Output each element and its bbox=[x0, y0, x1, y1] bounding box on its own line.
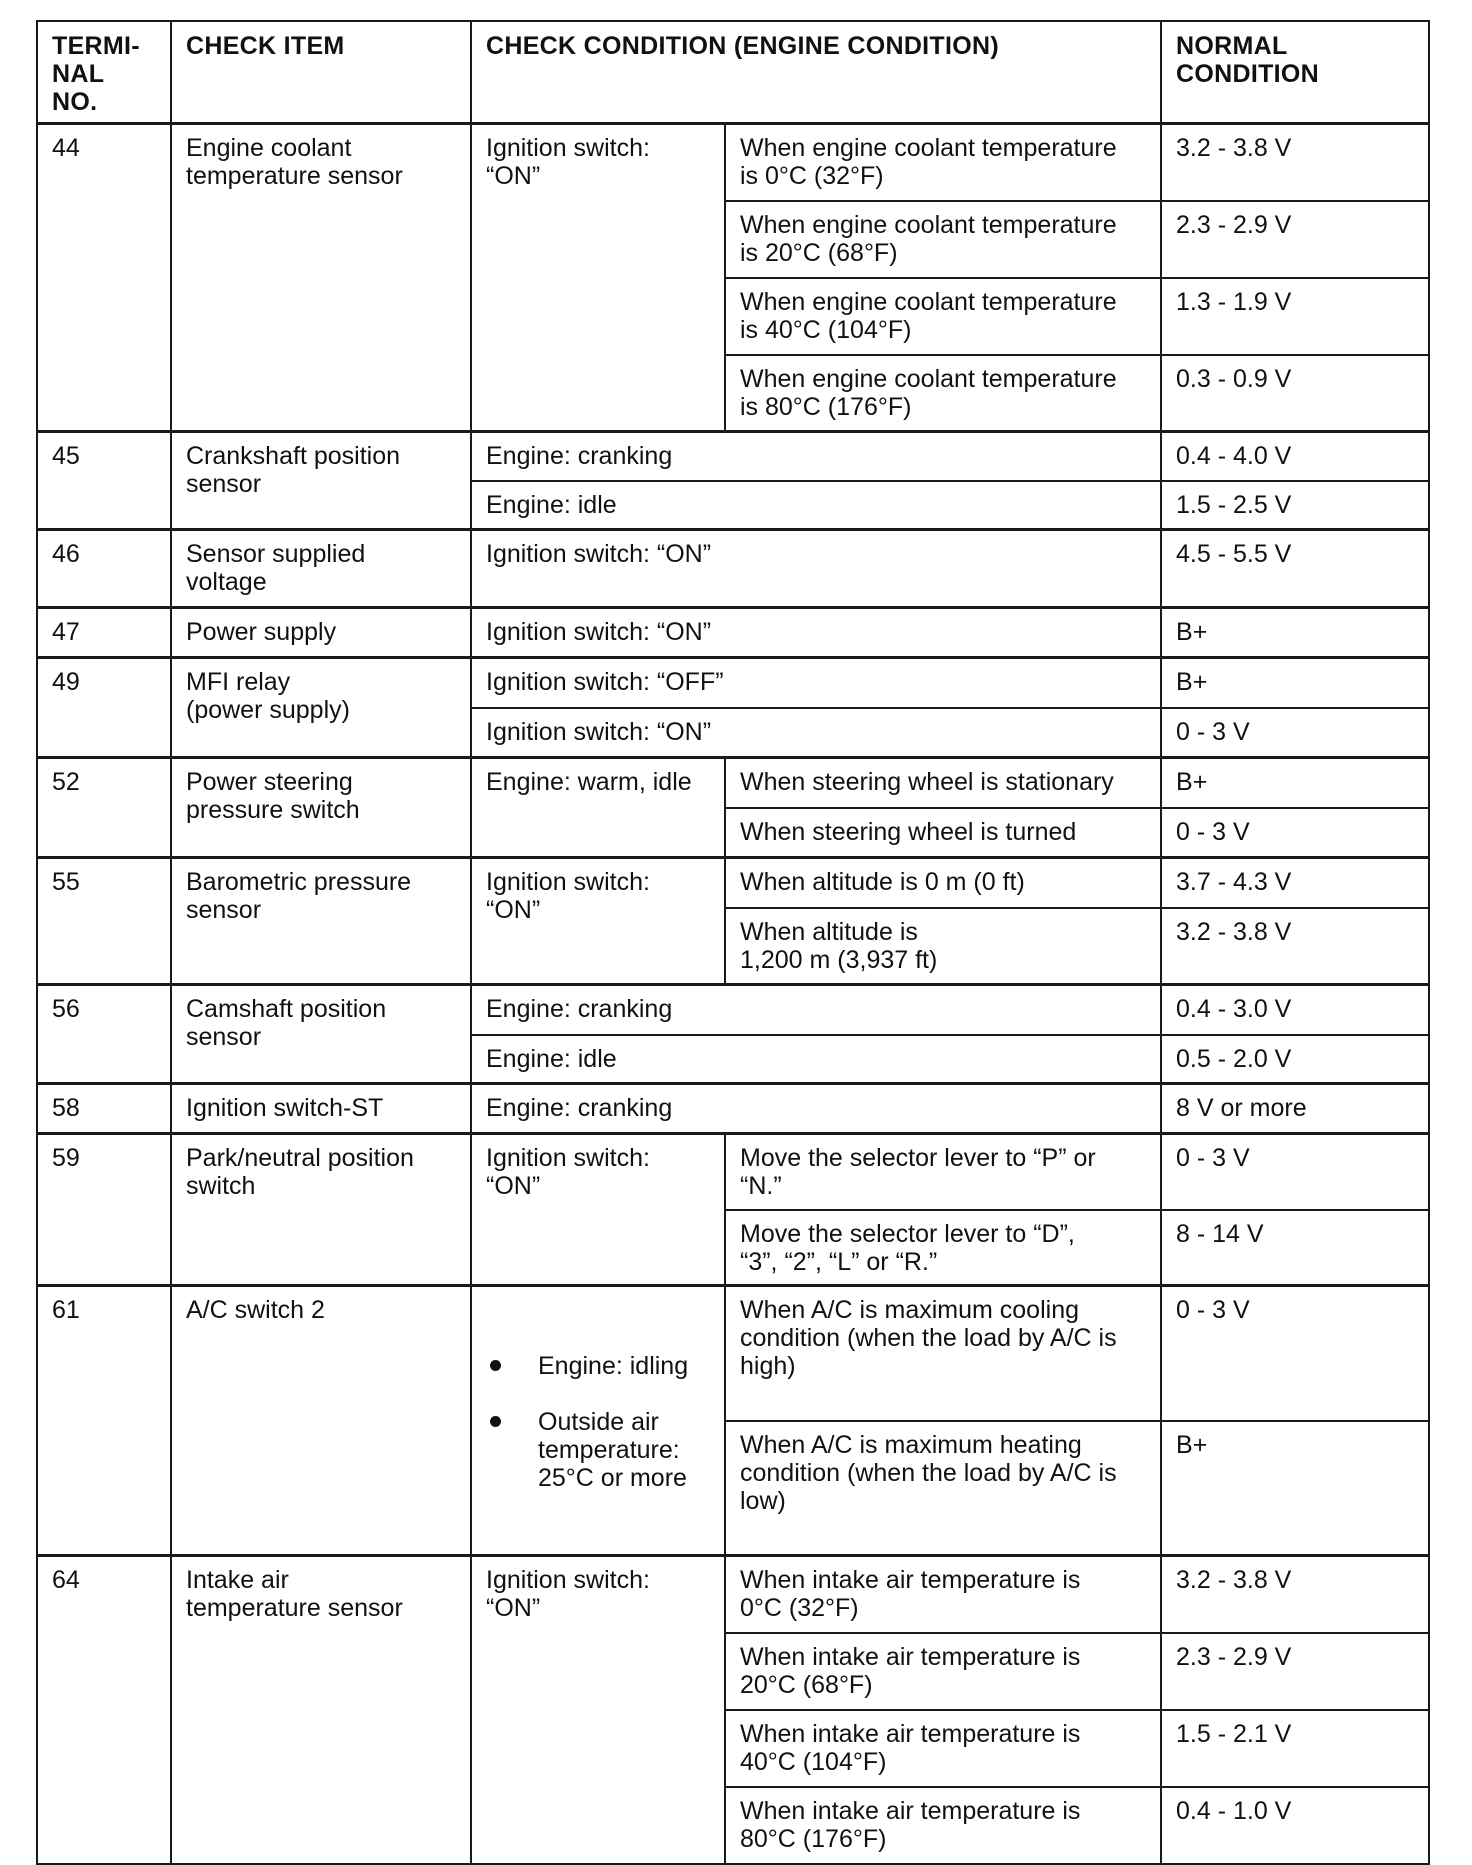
normal-condition: 2.3 - 2.9 V bbox=[1161, 201, 1429, 278]
header-row bbox=[37, 21, 1429, 124]
check-condition: Engine: warm, idle bbox=[471, 758, 725, 858]
sub-condition: When A/C is maximum heating condition (when the load by A/C is low) bbox=[725, 1421, 1161, 1556]
normal-condition: 3.2 - 3.8 V bbox=[1161, 1556, 1429, 1633]
sub-condition: Move the selector lever to “D”, “3”, “2”, “L” or “R.” bbox=[725, 1210, 1161, 1286]
normal-condition: 3.7 - 4.3 V bbox=[1161, 858, 1429, 908]
check-item: Sensor supplied voltage bbox=[171, 530, 471, 608]
sub-condition: When intake air temperature is 40°C (104°F) bbox=[725, 1710, 1161, 1787]
normal-condition: B+ bbox=[1161, 758, 1429, 808]
table-row bbox=[37, 124, 1429, 201]
table-row bbox=[37, 858, 1429, 908]
normal-condition: 0.4 - 4.0 V bbox=[1161, 432, 1429, 481]
check-item: Engine coolant temperature sensor bbox=[171, 124, 471, 432]
check-item: MFI relay (power supply) bbox=[171, 658, 471, 758]
condition-bullet-list bbox=[486, 1324, 710, 1520]
sub-condition: When altitude is 1,200 m (3,937 ft) bbox=[725, 908, 1161, 985]
check-condition: Ignition switch: “ON” bbox=[471, 708, 1161, 758]
terminal-number: 52 bbox=[37, 758, 171, 858]
normal-condition: 2.3 - 2.9 V bbox=[1161, 1633, 1429, 1710]
check-condition: Engine: idle bbox=[471, 1035, 1161, 1084]
normal-condition: 3.2 - 3.8 V bbox=[1161, 124, 1429, 201]
sub-condition: When altitude is 0 m (0 ft) bbox=[725, 858, 1161, 908]
sub-condition: When intake air temperature is 20°C (68°F) bbox=[725, 1633, 1161, 1710]
table-row bbox=[37, 530, 1429, 608]
check-condition: Engine: cranking bbox=[471, 985, 1161, 1035]
table-row bbox=[37, 758, 1429, 808]
normal-condition: 0 - 3 V bbox=[1161, 1286, 1429, 1421]
check-item: Ignition switch-ST bbox=[171, 1084, 471, 1134]
check-item: Camshaft position sensor bbox=[171, 985, 471, 1084]
terminal-number: 49 bbox=[37, 658, 171, 758]
terminal-number: 55 bbox=[37, 858, 171, 985]
check-item: Barometric pressure sensor bbox=[171, 858, 471, 985]
sub-condition: When steering wheel is turned bbox=[725, 808, 1161, 858]
check-item: A/C switch 2 bbox=[171, 1286, 471, 1556]
header-check-condition: CHECK CONDITION (ENGINE CONDITION) bbox=[471, 21, 1161, 124]
sub-condition: When A/C is maximum cooling condition (when the load by A/C is high) bbox=[725, 1286, 1161, 1421]
check-condition: Ignition switch: “OFF” bbox=[471, 658, 1161, 708]
normal-condition: 0 - 3 V bbox=[1161, 808, 1429, 858]
check-condition: Ignition switch: “ON” bbox=[471, 858, 725, 985]
normal-condition: 1.3 - 1.9 V bbox=[1161, 278, 1429, 355]
terminal-number: 46 bbox=[37, 530, 171, 608]
check-item: Power supply bbox=[171, 608, 471, 658]
check-condition bbox=[471, 1286, 725, 1556]
normal-condition: 0.3 - 0.9 V bbox=[1161, 355, 1429, 432]
check-item: Crankshaft position sensor bbox=[171, 432, 471, 530]
sub-condition: When intake air temperature is 0°C (32°F) bbox=[725, 1556, 1161, 1633]
table-row bbox=[37, 1286, 1429, 1421]
normal-condition: 0 - 3 V bbox=[1161, 1134, 1429, 1210]
sub-condition: When engine coolant temperature is 80°C (176°F) bbox=[725, 355, 1161, 432]
table-row bbox=[37, 432, 1429, 481]
sub-condition: When engine coolant temperature is 40°C (104°F) bbox=[725, 278, 1161, 355]
terminal-number: 44 bbox=[37, 124, 171, 432]
terminal-number: 47 bbox=[37, 608, 171, 658]
normal-condition: 1.5 - 2.5 V bbox=[1161, 481, 1429, 530]
terminal-check-table bbox=[36, 20, 1430, 1865]
sub-condition: When intake air temperature is 80°C (176°F) bbox=[725, 1787, 1161, 1864]
normal-condition: B+ bbox=[1161, 1421, 1429, 1556]
check-item: Park/neutral position switch bbox=[171, 1134, 471, 1286]
sub-condition: When steering wheel is stationary bbox=[725, 758, 1161, 808]
check-condition: Ignition switch: “ON” bbox=[471, 1134, 725, 1286]
normal-condition: 4.5 - 5.5 V bbox=[1161, 530, 1429, 608]
table-row bbox=[37, 658, 1429, 708]
table-row bbox=[37, 1556, 1429, 1633]
terminal-number: 61 bbox=[37, 1286, 171, 1556]
table-row bbox=[37, 985, 1429, 1035]
normal-condition: 0 - 3 V bbox=[1161, 708, 1429, 758]
check-condition: Ignition switch: “ON” bbox=[471, 530, 1161, 608]
terminal-number: 64 bbox=[37, 1556, 171, 1864]
check-condition: Engine: cranking bbox=[471, 432, 1161, 481]
table-row bbox=[37, 1084, 1429, 1134]
check-item: Intake air temperature sensor bbox=[171, 1556, 471, 1864]
sub-condition: When engine coolant temperature is 20°C (68°F) bbox=[725, 201, 1161, 278]
terminal-number: 45 bbox=[37, 432, 171, 530]
check-condition: Engine: cranking bbox=[471, 1084, 1161, 1134]
normal-condition: 0.5 - 2.0 V bbox=[1161, 1035, 1429, 1084]
condition-bullet: Outside air temperature: 25°C or more bbox=[486, 1408, 710, 1492]
check-condition: Ignition switch: “ON” bbox=[471, 608, 1161, 658]
terminal-number: 59 bbox=[37, 1134, 171, 1286]
check-condition: Ignition switch: “ON” bbox=[471, 124, 725, 432]
sub-condition: Move the selector lever to “P” or “N.” bbox=[725, 1134, 1161, 1210]
normal-condition: 0.4 - 1.0 V bbox=[1161, 1787, 1429, 1864]
table-row bbox=[37, 1134, 1429, 1210]
check-condition: Engine: idle bbox=[471, 481, 1161, 530]
normal-condition: 1.5 - 2.1 V bbox=[1161, 1710, 1429, 1787]
normal-condition: 8 - 14 V bbox=[1161, 1210, 1429, 1286]
normal-condition: 3.2 - 3.8 V bbox=[1161, 908, 1429, 985]
table-row bbox=[37, 608, 1429, 658]
condition-bullet: Engine: idling bbox=[486, 1352, 710, 1380]
normal-condition: 0.4 - 3.0 V bbox=[1161, 985, 1429, 1035]
terminal-number: 58 bbox=[37, 1084, 171, 1134]
check-condition: Ignition switch: “ON” bbox=[471, 1556, 725, 1864]
header-check-item: CHECK ITEM bbox=[171, 21, 471, 124]
header-terminal-no: TERMI- NAL NO. bbox=[37, 21, 171, 124]
normal-condition: 8 V or more bbox=[1161, 1084, 1429, 1134]
normal-condition: B+ bbox=[1161, 608, 1429, 658]
terminal-number: 56 bbox=[37, 985, 171, 1084]
normal-condition: B+ bbox=[1161, 658, 1429, 708]
header-normal-condition: NORMAL CONDITION bbox=[1161, 21, 1429, 124]
sub-condition: When engine coolant temperature is 0°C (32°F) bbox=[725, 124, 1161, 201]
check-item: Power steering pressure switch bbox=[171, 758, 471, 858]
